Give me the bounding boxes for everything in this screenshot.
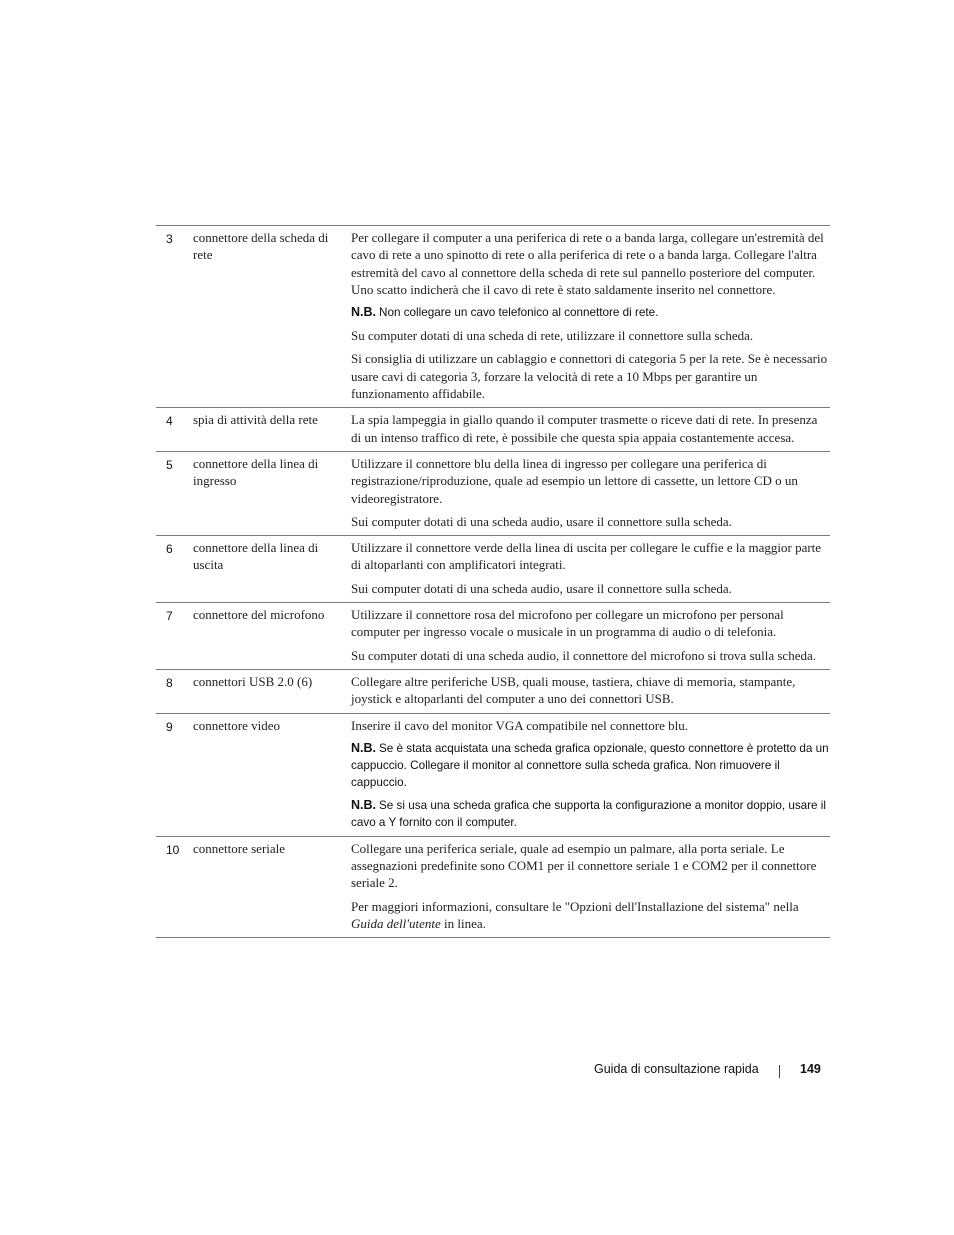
connector-name: connettore video	[193, 717, 280, 733]
connector-name: connettore della scheda di rete	[193, 230, 329, 262]
description-paragraph	[351, 898, 830, 933]
description-paragraph: Inserire il cavo del monitor VGA compatibile nel connettore blu.	[351, 717, 688, 733]
row-number: 8	[166, 675, 173, 690]
table-row	[156, 670, 830, 714]
page-number: 149	[800, 1062, 821, 1076]
description-paragraph: Su computer dotati di una scheda di rete, utilizzare il connettore sulla scheda.	[351, 328, 754, 344]
row-number: 9	[166, 719, 173, 734]
description-paragraph: Su computer dotati di una scheda audio, il connettore del microfono si trova sulla scheda.	[351, 647, 816, 663]
description-paragraph: Per collegare il computer a una periferica di rete o a banda larga, collegare un'estremità del cavo di rete a uno spinotto di rete o alla periferica di rete o a banda larga. Collegare l'altra estremità del cavo al connettore della scheda di rete sul pannello posteriore del computer. Uno scatto indicherà che il cavo di rete è stato saldamente inserito nel connettore.	[351, 230, 824, 297]
connectors-table	[156, 225, 830, 938]
connector-description	[351, 714, 830, 836]
connector-name: connettore seriale	[193, 840, 286, 856]
description-paragraph: Collegare una periferica seriale, quale ad esempio un palmare, alla porta seriale. Le assegnazioni predefinite sono COM1 per il connettore seriale 1 e COM2 per il connettore seriale 2.	[351, 840, 817, 891]
row-number: 6	[166, 542, 173, 557]
note-label: N.B.	[351, 305, 376, 320]
connector-name: connettore della linea di ingresso	[193, 455, 319, 488]
description-paragraph: Collegare altre periferiche USB, quali mouse, tastiera, chiave di memoria, stampante, joystick e altoparlanti del computer a uno dei connettori USB.	[351, 673, 796, 707]
table-row	[156, 452, 830, 536]
connector-description	[351, 226, 830, 407]
note-paragraph	[351, 304, 830, 321]
connector-description	[351, 837, 830, 937]
note-text: Se si usa una scheda grafica che supporta la configurazione a monitor doppio, usare il cavo a Y fornito con il computer.	[351, 798, 826, 829]
row-number: 10	[166, 842, 180, 857]
description-paragraph: Sui computer dotati di una scheda audio, usare il connettore sulla scheda.	[351, 513, 732, 529]
row-number: 5	[166, 457, 173, 472]
table-row	[156, 603, 830, 670]
row-number: 3	[166, 232, 173, 246]
description-paragraph: La spia lampeggia in giallo quando il computer trasmette o riceve dati di rete. In presenza di un intenso traffico di rete, è possibile che questa spia appaia costantemente accesa.	[351, 412, 818, 445]
connector-name: spia di attività della rete	[193, 412, 318, 428]
description-paragraph: Utilizzare il connettore verde della linea di uscita per collegare le cuffie e la maggior parte di altoparlanti con amplificatori integrati.	[351, 540, 822, 573]
table-row	[156, 714, 830, 837]
description-text: in linea.	[440, 916, 486, 932]
description-text: Per maggiori informazioni, consultare le "Opzioni dell'Installazione del sistema" nella	[351, 898, 799, 914]
note-text: Non collegare un cavo telefonico al connettore di rete.	[379, 306, 659, 320]
note-text: Se è stata acquistata una scheda grafica opzionale, questo connettore è protetto da un cappuccio. Collegare il monitor al connettore sulla scheda grafica. Non rimuovere il cappuccio.	[351, 741, 829, 789]
description-paragraph: Sui computer dotati di una scheda audio, usare il connettore sulla scheda.	[351, 580, 732, 596]
row-number: 4	[166, 414, 173, 429]
description-paragraph: Utilizzare il connettore blu della linea di ingresso per collegare una periferica di registrazione/riproduzione, quale ad esempio un lettore di cassette, un lettore CD o un videoregistratore.	[351, 455, 798, 506]
table-row	[156, 408, 830, 452]
connector-description	[351, 670, 830, 713]
description-paragraph: Si consiglia di utilizzare un cablaggio e connettori di categoria 5 per la rete. Se è necessario usare cavi di categoria 3, forzare la velocità di rete a 10 Mbps per garantire un funzionamento affidabile.	[351, 351, 828, 402]
connector-description	[351, 452, 830, 535]
note-label: N.B.	[351, 740, 376, 755]
footer-separator	[779, 1065, 780, 1078]
note-paragraph	[351, 740, 830, 791]
document-reference: Guida dell'utente	[351, 916, 441, 932]
table-row	[156, 837, 830, 938]
connector-description	[351, 408, 830, 451]
note-label: N.B.	[351, 797, 376, 812]
connector-description	[351, 603, 830, 669]
table-row	[156, 536, 830, 603]
table-row	[156, 226, 830, 408]
row-number: 7	[166, 609, 173, 624]
footer-title: Guida di consultazione rapida	[594, 1062, 759, 1076]
connector-name: connettore del microfono	[193, 607, 325, 623]
page-footer	[0, 1062, 954, 1082]
connector-name: connettori USB 2.0 (6)	[193, 673, 313, 689]
connector-description	[351, 536, 830, 602]
description-paragraph: Utilizzare il connettore rosa del microfono per collegare un microfono per personal computer per ingresso vocale o musicale in un programma di audio o di telefonia.	[351, 607, 784, 640]
connector-name: connettore della linea di uscita	[193, 540, 319, 573]
note-paragraph	[351, 797, 830, 831]
